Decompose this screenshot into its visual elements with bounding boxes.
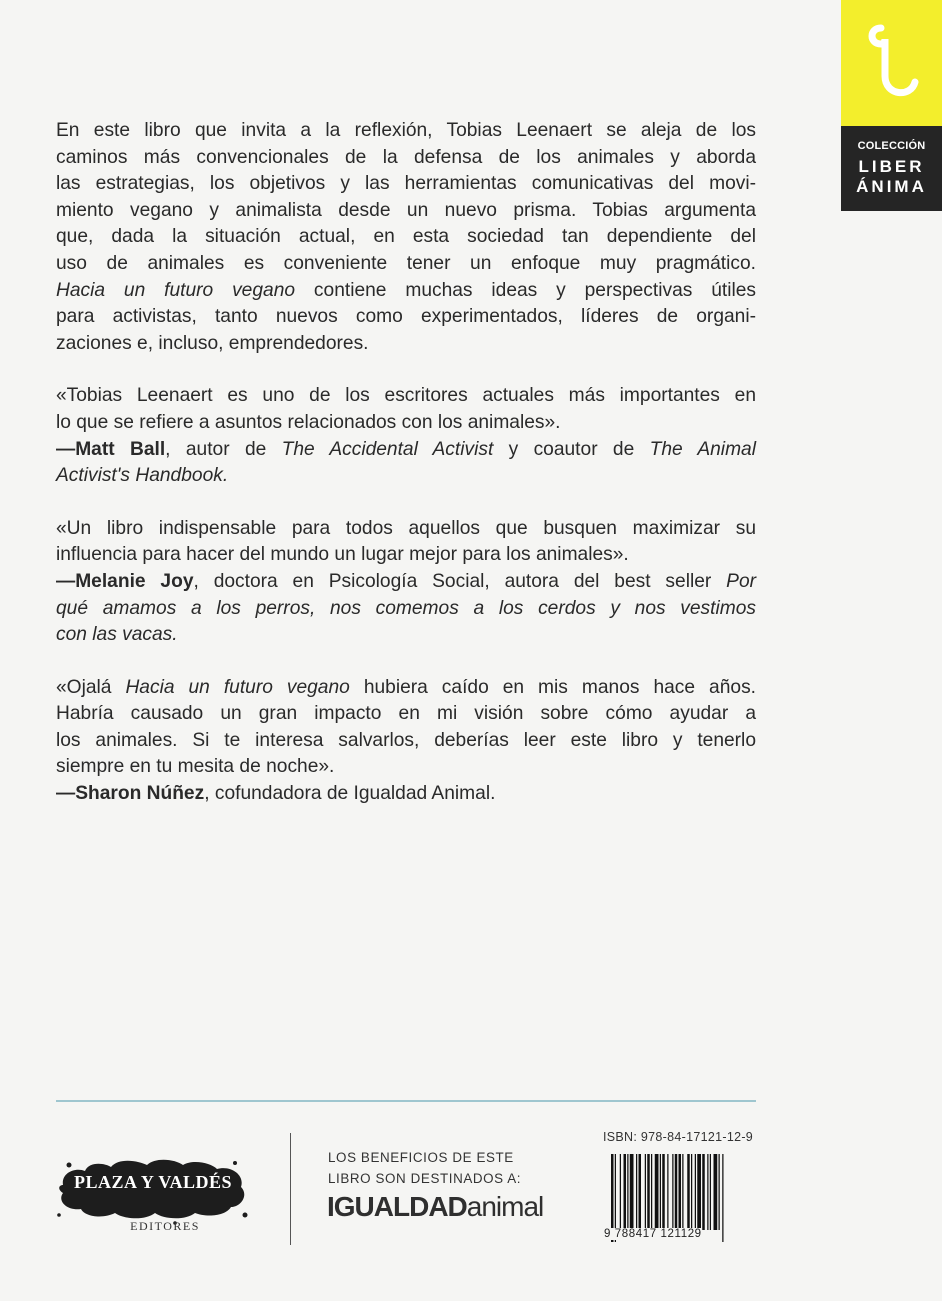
barcode-bar: [672, 1154, 673, 1230]
quote-attribution-cont: [56, 463, 756, 490]
description-line: zaciones e, incluso, emprendedores.: [56, 332, 369, 354]
attribution-role: , cofundadora de Igualdad Animal.: [204, 783, 496, 805]
description-line: En este libro que invita a la reflexión, Tobias Leenaert se aleja de los: [56, 120, 756, 141]
attribution-author: Matt Ball: [75, 438, 166, 460]
quote-attribution: [56, 781, 756, 808]
collection-logo-block: [841, 0, 942, 126]
igualdad-animal-logo: [327, 1191, 543, 1223]
attribution-dash: —: [56, 783, 76, 805]
quote-melanie-joy: [56, 516, 756, 649]
quote-matt-ball: [56, 383, 756, 489]
quote-line: influencia para hacer del mundo un lugar mejor para los animales».: [56, 544, 629, 566]
barcode-bar: [662, 1154, 665, 1230]
barcode-bar: [645, 1154, 646, 1230]
publisher-name: PLAZA Y VALDÉS: [73, 1172, 233, 1192]
barcode-bar: [722, 1154, 723, 1242]
quote-suffix: hubiera caído en mis manos hace años.: [349, 676, 756, 698]
attribution-work: Activist's Handbook.: [56, 465, 229, 487]
footer-separator: [290, 1133, 291, 1245]
barcode-bar: [667, 1154, 668, 1230]
description-line: miento vegano y animalista desde un nuevo prisma. Tobias argumenta: [56, 199, 756, 221]
barcode-bar: [719, 1154, 720, 1230]
collection-tab: [841, 0, 942, 211]
attribution-work: The Accidental Activist: [281, 438, 494, 460]
attribution-dash: —: [56, 438, 76, 460]
back-cover-text: [56, 118, 756, 808]
quote-line-mixed: [56, 675, 756, 702]
divider-line: [56, 1100, 756, 1102]
attribution-dash: —: [56, 570, 76, 592]
attribution-work: The Animal: [649, 438, 756, 460]
collection-title-line-2: ÁNIMA: [856, 177, 927, 196]
quote-line: siempre en tu mesita de noche».: [56, 756, 335, 778]
quote-attribution: [56, 569, 756, 596]
book-title-italic: Hacia un futuro vegano: [125, 676, 350, 698]
collection-label: COLECCIÓN: [857, 140, 926, 152]
quote-prefix: «Ojalá: [56, 676, 126, 698]
barcode-bar: [679, 1154, 682, 1230]
barcode-bar: [655, 1154, 659, 1230]
quote-sharon-nunez: [56, 675, 756, 808]
isbn-number: ISBN: 978-84-17121-12-9: [603, 1130, 754, 1144]
quote-line: «Tobias Leenaert es uno de los escritores actuales más importantes en: [56, 385, 756, 407]
description-line: caminos más convencionales de la defensa de los animales y aborda: [56, 146, 756, 168]
barcode-bar: [630, 1154, 634, 1230]
barcode-bar: [624, 1154, 627, 1230]
barcode-bar: [627, 1154, 628, 1230]
collection-logo-icon: [859, 20, 925, 106]
description-paragraph: [56, 118, 756, 357]
barcode-bar: [651, 1154, 652, 1230]
quote-line: «Un libro indispensable para todos aquellos que busquen maximizar su: [56, 517, 756, 539]
description-line: que, dada la situación actual, en esta sociedad tan dependiente del: [56, 226, 756, 248]
quote-line: lo que se refiere a asuntos relacionados con los animales».: [56, 411, 561, 433]
attribution-work: con las vacas.: [56, 624, 178, 646]
publisher-subtitle: EDITORES: [130, 1219, 200, 1233]
barcode-bar: [687, 1154, 690, 1230]
brand-light: animal: [466, 1191, 544, 1222]
barcode-bar: [682, 1154, 683, 1230]
description-line: las estrategias, los objetivos y las herramientas comunicativas del movi-: [56, 173, 756, 195]
barcode-bar: [647, 1154, 650, 1230]
description-line-mixed: [56, 278, 756, 305]
benefit-notice: [328, 1147, 568, 1189]
barcode-bar: [691, 1154, 692, 1230]
quote-attribution-cont: [56, 596, 756, 623]
attribution-work: Por: [726, 570, 756, 592]
quote-line: los animales. Si te interesa salvarlos, deberías leer este libro y tenerlo: [56, 729, 756, 751]
barcode-bar: [707, 1154, 708, 1230]
quote-attribution-cont: [56, 622, 756, 649]
description-line-rest: contiene muchas ideas y perspectivas útiles: [295, 279, 757, 301]
benefit-line: LOS BENEFICIOS DE ESTE: [328, 1150, 514, 1165]
brand-bold: IGUALDAD: [327, 1191, 467, 1222]
attribution-role: , autor de: [165, 438, 282, 460]
barcode-bar: [660, 1154, 661, 1230]
barcode-bar: [697, 1154, 701, 1230]
barcode-digits: 9 788417 121129: [604, 1228, 702, 1240]
benefit-line: LIBRO SON DESTINADOS A:: [328, 1171, 522, 1186]
book-title-italic: Hacia un futuro vegano: [56, 279, 296, 301]
barcode-bar: [620, 1154, 621, 1230]
barcode-bar: [639, 1154, 642, 1230]
attribution-role: y coautor de: [493, 438, 650, 460]
attribution-author: Sharon Núñez: [75, 783, 205, 805]
attribution-role: , doctora en Psicología Social, autora del best seller: [193, 570, 727, 592]
publisher-logo: [55, 1155, 250, 1245]
description-line: uso de animales es conveniente tener un enfoque muy pragmático.: [56, 252, 756, 274]
barcode-bar: [710, 1154, 711, 1230]
barcode-bar: [675, 1154, 678, 1230]
quote-line: Habría causado un gran impacto en mi visión sobre cómo ayudar a: [56, 703, 756, 725]
barcode-bar: [695, 1154, 696, 1230]
attribution-work: qué amamos a los perros, nos comemos a los cerdos y nos vestimos: [56, 597, 756, 619]
attribution-author: Melanie Joy: [75, 570, 194, 592]
collection-title-line-1: LIBER: [858, 157, 925, 176]
barcode-bar: [636, 1154, 637, 1230]
description-line: para activistas, tanto nuevos como experimentados, líderes de organi-: [56, 306, 756, 328]
collection-title-block: [841, 126, 942, 211]
barcode-bar: [714, 1154, 718, 1230]
barcode-bar: [702, 1154, 705, 1230]
quote-attribution: [56, 437, 756, 464]
